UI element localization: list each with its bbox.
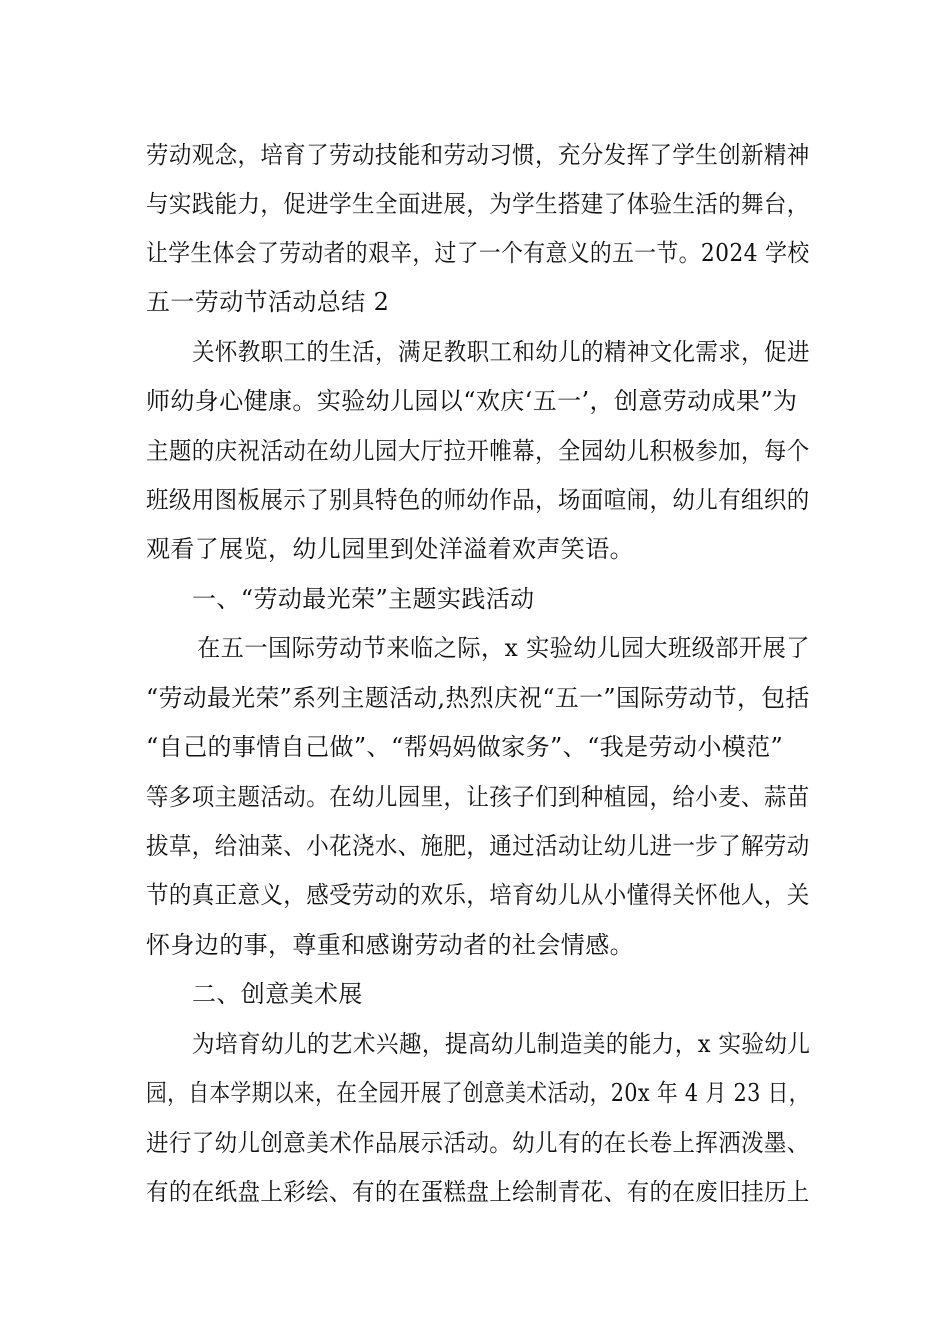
text-line-11: 在五一国际劳动节来临之际，x 实验幼儿园大班级部开展了 bbox=[197, 634, 810, 662]
text-line-1: 劳动观念，培育了劳动技能和劳动习惯，充分发挥了学生创新精神 bbox=[146, 141, 810, 169]
text-line-14: 等多项主题活动。在幼儿园里，让孩子们到种植园，给小麦、蒜苗 bbox=[146, 783, 810, 811]
text-line-16: 节的真正意义，感受劳动的欢乐，培育幼儿从小懂得关怀他人，关 bbox=[146, 881, 810, 909]
text-line-20: 园，自本学期以来，在全园开展了创意美术活动，20x 年 4 月 23 日， bbox=[146, 1079, 810, 1107]
text-line-15: 拔草，给油菜、小花浇水、施肥，通过活动让幼儿进一步了解劳动 bbox=[146, 832, 810, 860]
heading-section-1: 一、“劳动最光荣”主题实践活动 bbox=[192, 585, 535, 613]
text-line-12: “劳动最光荣”系列主题活动,热烈庆祝“五一”国际劳动节，包括 bbox=[146, 684, 810, 712]
text-line-5: 关怀教职工的生活，满足教职工和幼儿的精神文化需求，促进 bbox=[192, 338, 810, 366]
text-line-2: 与实践能力，促进学生全面进展，为学生搭建了体验生活的舞台， bbox=[146, 190, 810, 218]
heading-section-2: 二、创意美术展 bbox=[192, 980, 363, 1008]
text-line-19: 为培育幼儿的艺术兴趣，提高幼儿制造美的能力，x 实验幼儿 bbox=[192, 1030, 811, 1058]
text-line-13: “自己的事情自己做”、“帮妈妈做家务”、“我是劳动小模范” bbox=[146, 733, 784, 761]
text-line-3: 让学生体会了劳动者的艰辛，过了一个有意义的五一节。2024 学校 bbox=[146, 239, 810, 267]
text-line-21: 进行了幼儿创意美术作品展示活动。幼儿有的在长卷上挥洒泼墨、 bbox=[146, 1129, 810, 1157]
text-line-9: 观看了展览，幼儿园里到处洋溢着欢声笑语。 bbox=[146, 535, 634, 563]
text-line-7: 主题的庆祝活动在幼儿园大厅拉开帷幕，全园幼儿积极参加，每个 bbox=[146, 437, 810, 465]
text-line-6: 师幼身心健康。实验幼儿园以“欢庆‘五一’，创意劳动成果”为 bbox=[146, 387, 798, 415]
text-line-22: 有的在纸盘上彩绘、有的在蛋糕盘上绘制青花、有的在废旧挂历上 bbox=[146, 1178, 810, 1206]
text-line-17: 怀身边的事，尊重和感谢劳动者的社会情感。 bbox=[146, 931, 634, 959]
text-line-8: 班级用图板展示了别具特色的师幼作品，场面喧闹，幼儿有组织的 bbox=[146, 486, 810, 514]
section-title-summary-2: 五一劳动节活动总结 2 bbox=[146, 288, 390, 316]
